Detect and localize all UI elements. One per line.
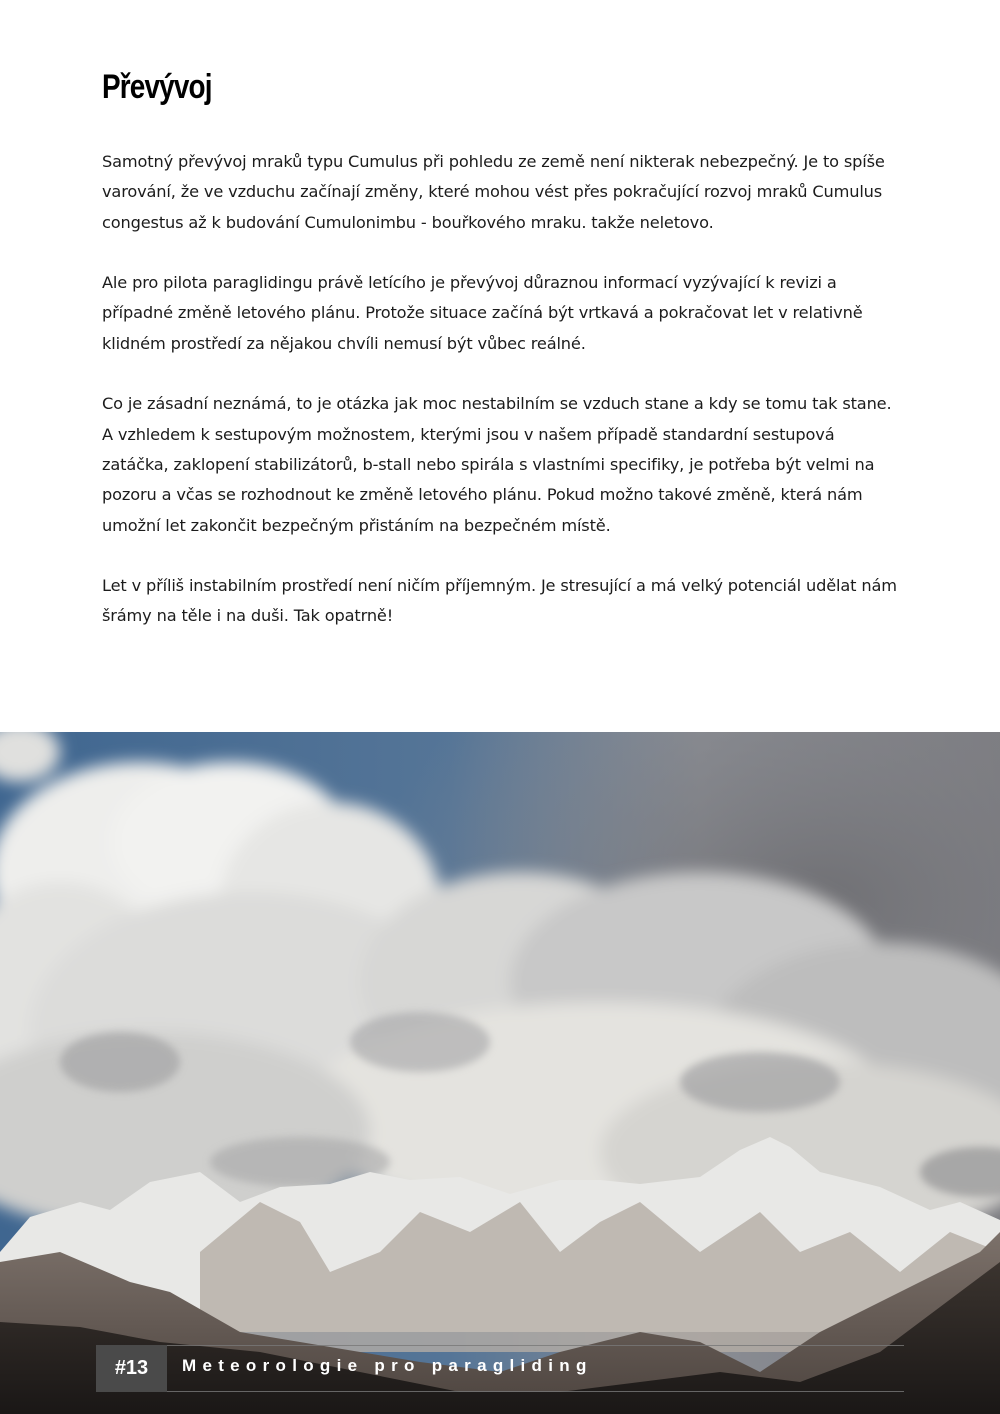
clouds-mountains-photo (0, 732, 1000, 1414)
footer-divider-top (96, 1345, 904, 1346)
paragraph: Samotný převývoj mraků typu Cumulus při pohledu ze země není nikterak nebezpečný. Je to spíše varování, že ve vzduchu začínají změny, které mohou vést přes pokračující rozvoj mraků Cumulus congestus až k budování Cumulonimbu - bouřkového mraku. takže neletovo. (102, 152, 885, 232)
footer-divider-bottom (96, 1391, 904, 1392)
page-title: Převývoj (102, 68, 212, 106)
paragraph: Let v příliš instabilním prostředí není ničím příjemným. Je stresující a má velký potenciál udělat nám šrámy na těle i na duši. Tak opatrně! (102, 576, 897, 626)
issue-badge: #13 (96, 1345, 167, 1392)
paragraph: Ale pro pilota paraglidingu právě letícího je převývoj důraznou informací vyzývající k revizi a případné změně letového plánu. Protože situace začíná být vrtkavá a pokračovat let v relativně klidném prostředí za nějakou chvíli nemusí být vůbec reálné. (102, 273, 863, 353)
paragraph: Co je zásadní neznámá, to je otázka jak moc nestabilním se vzduch stane a kdy se tomu tak stane. A vzhledem k sestupovým možnostem, kterými jsou v našem případě standardní sestupová zatáčka, zaklopení stabilizátorů, b-stall nebo spirála s vlastními specifiky, je potřeba být velmi na pozoru a včas se rozhodnout ke změně letového plánu. Pokud možno takové změně, která nám umožní let zakončit bezpečným přistáním na bezpečném místě. (102, 394, 892, 535)
article-body (102, 147, 902, 662)
series-title: Meteorologie pro paragliding (182, 1356, 593, 1375)
